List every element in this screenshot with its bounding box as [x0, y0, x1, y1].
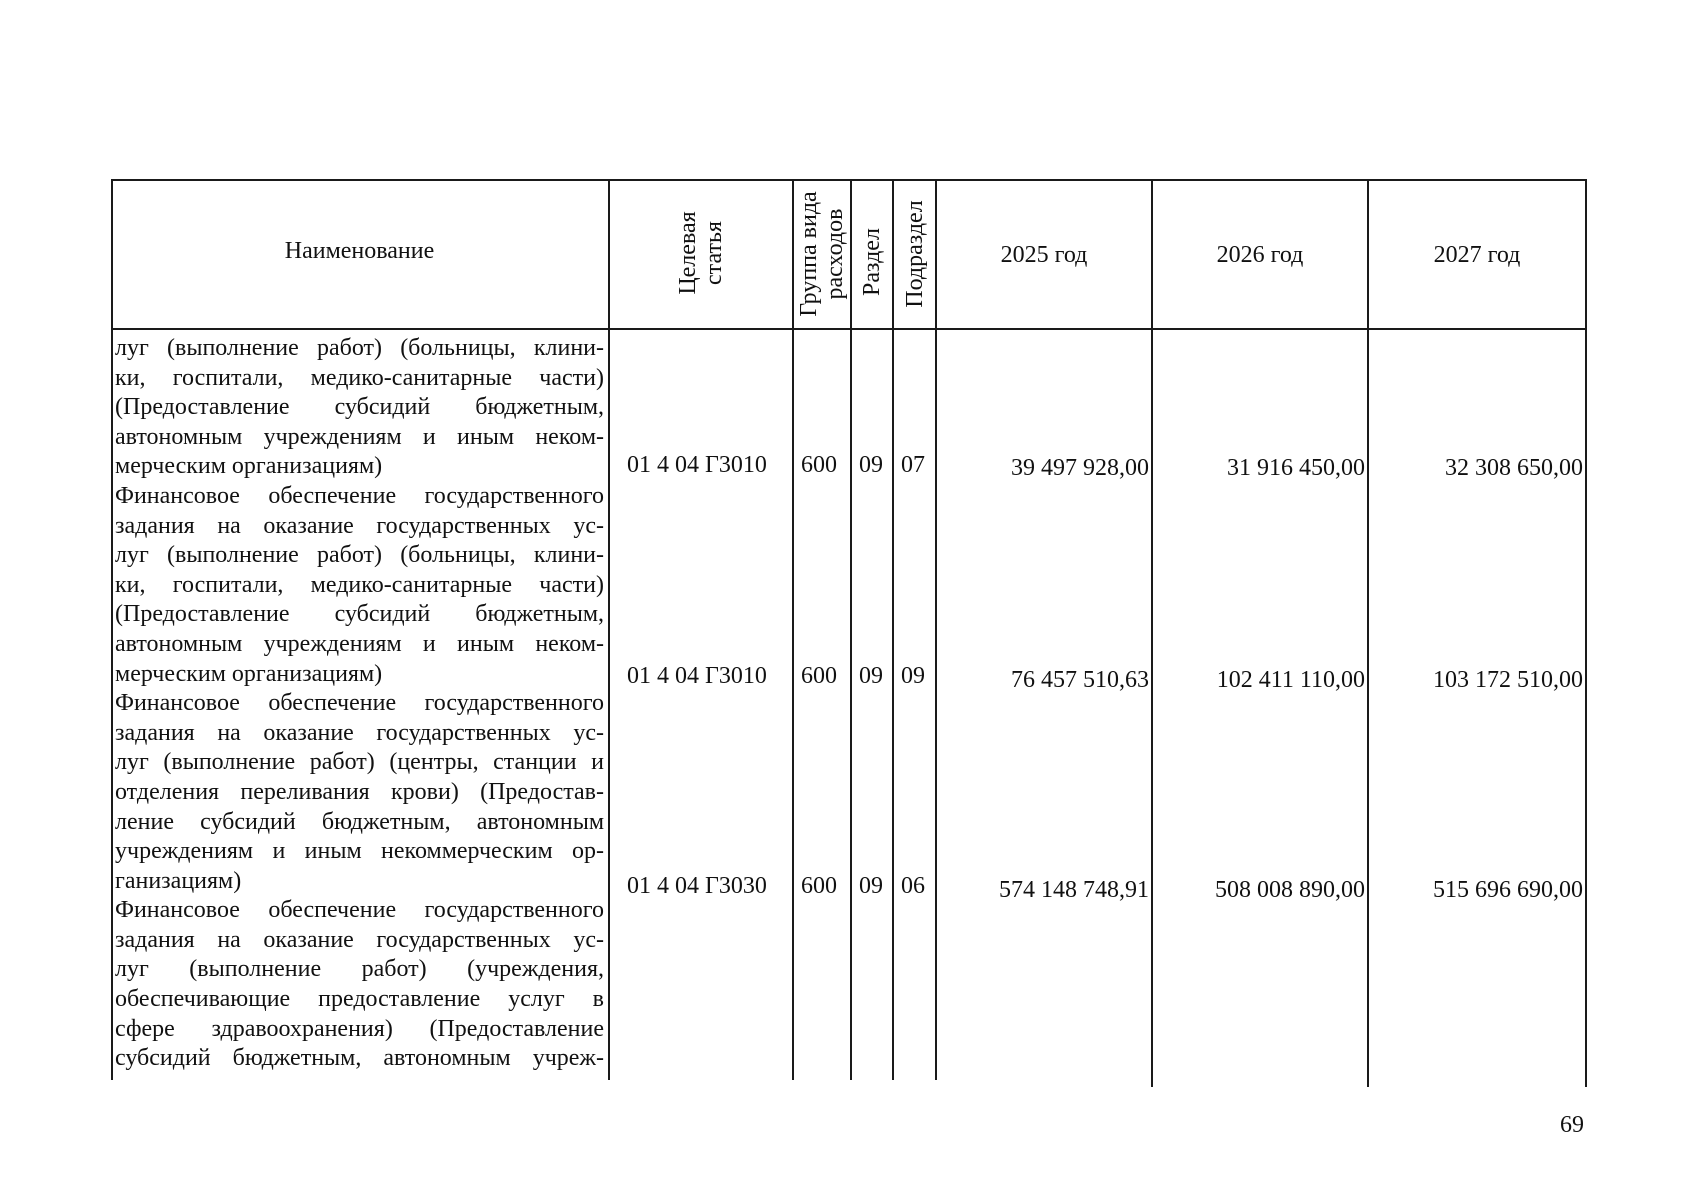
header-year-2027: 2027 год: [1433, 242, 1521, 268]
row-1-section: 09: [859, 452, 883, 478]
row-3-subsection: 06: [901, 873, 925, 899]
row-2-value-2025: 76 457 510,63: [1011, 667, 1149, 693]
row-3-value-2025: 574 148 748,91: [999, 877, 1149, 903]
name-line: ганизациям): [115, 867, 242, 894]
row-3-value-2027: 515 696 690,00: [1433, 877, 1583, 903]
name-line: отделения переливания крови) (Предостав-: [115, 778, 604, 805]
row-2-value-2026: 102 411 110,00: [1216, 667, 1365, 693]
name-line: луг (выполнение работ) (больницы, клини-: [115, 335, 604, 361]
header-subsection: [885, 189, 945, 319]
table-top-border: [111, 179, 1587, 181]
name-line: мерческим организациям): [115, 660, 383, 687]
column-divider-2026: [1367, 179, 1369, 1087]
header-target-article-line-1: Целевая: [675, 211, 701, 295]
row-2-section: 09: [859, 663, 883, 689]
row-1-subsection: 07: [901, 452, 925, 478]
name-line: субсидий бюджетным, автономным учреж-: [115, 1045, 604, 1072]
name-line: ление субсидий бюджетным, автономным: [115, 808, 604, 835]
header-year-2025: 2025 год: [1000, 242, 1088, 268]
name-line: (Предоставление субсидий бюджетным,: [115, 394, 604, 421]
name-line: ки, госпитали, медико-санитарные части): [115, 364, 604, 391]
page-number: 69: [1560, 1112, 1584, 1138]
name-line: мерческим организациям): [115, 453, 383, 480]
name-line: Финансовое обеспечение государственного: [115, 690, 604, 717]
name-line: обеспечивающие предоставление услуг в: [115, 986, 604, 1013]
header-expense-group-line-2: расходов: [822, 208, 848, 300]
name-line: сфере здравоохранения) (Предоставление: [115, 1015, 604, 1042]
row-1-value-2025: 39 497 928,00: [1011, 455, 1149, 481]
row-3-section: 09: [859, 873, 883, 899]
header-subsection-label: Подраздел: [902, 200, 928, 308]
header-section-label: Раздел: [859, 228, 885, 296]
name-line: луг (выполнение работ) (больницы, клини-: [115, 542, 604, 569]
table-left-border: [111, 179, 113, 1080]
column-divider-name: [608, 179, 610, 1080]
name-line: Финансовое обеспечение государственного: [115, 482, 604, 509]
header-bottom-border: [111, 328, 1587, 330]
name-line: задания на оказание государственных ус-: [115, 926, 604, 953]
row-2-value-2027: 103 172 510,00: [1433, 667, 1583, 693]
name-line: автономным учреждениям и иным неком-: [115, 630, 604, 657]
name-column-text: [115, 334, 604, 1074]
row-1-value-2026: 31 916 450,00: [1227, 455, 1365, 481]
name-line: задания на оказание государственных ус-: [115, 512, 604, 539]
header-expense-group-line-1: Группа вида: [796, 191, 822, 317]
name-line: луг (выполнение работ) (учреждения,: [115, 956, 604, 983]
row-3-value-2026: 508 008 890,00: [1215, 877, 1365, 903]
name-line: (Предоставление субсидий бюджетным,: [115, 601, 604, 628]
column-divider-2025: [1151, 179, 1153, 1087]
name-line: автономным учреждениям и иным неком-: [115, 423, 604, 450]
table-right-border: [1585, 179, 1587, 1087]
row-1-expense-group: 600: [801, 452, 837, 478]
name-line: луг (выполнение работ) (центры, станции и: [115, 749, 604, 776]
name-line: ки, госпитали, медико-санитарные части): [115, 571, 604, 598]
row-1-target-article: 01 4 04 Г3010: [627, 452, 767, 478]
header-target-article-line-2: статья: [701, 221, 727, 285]
header-name: Наименование: [284, 238, 435, 264]
header-year-2026: 2026 год: [1216, 242, 1304, 268]
row-2-expense-group: 600: [801, 663, 837, 689]
name-line: Финансовое обеспечение государственного: [115, 897, 604, 924]
row-2-target-article: 01 4 04 Г3010: [627, 663, 767, 689]
row-2-subsection: 09: [901, 663, 925, 689]
row-1-value-2027: 32 308 650,00: [1445, 455, 1583, 481]
name-line: задания на оказание государственных ус-: [115, 719, 604, 746]
name-line: учреждениям и иным некоммерческим ор-: [115, 838, 604, 865]
row-3-expense-group: 600: [801, 873, 837, 899]
row-3-target-article: 01 4 04 Г3030: [627, 873, 767, 899]
header-target-article: [671, 183, 731, 323]
